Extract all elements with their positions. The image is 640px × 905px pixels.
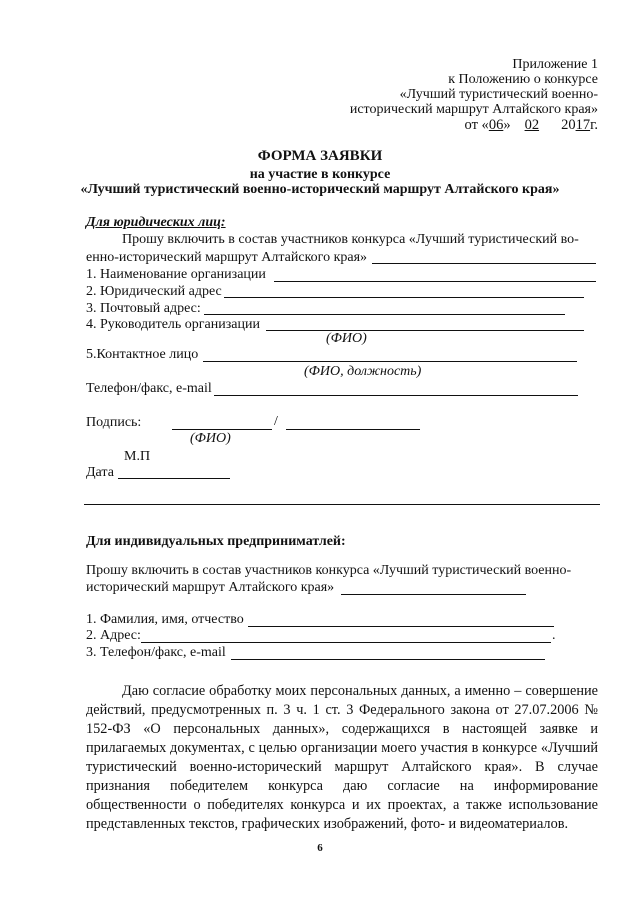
legal-request-line2: енно-исторический маршрут Алтайского края» [86, 250, 368, 265]
date-day: 06 [488, 117, 504, 133]
date-month: 02 [524, 117, 540, 133]
individual-request-line1: Прошу включить в состав участников конкурса «Лучший туристический военно- [86, 563, 572, 578]
contest-name-line1: «Лучший туристический военно- [399, 87, 598, 102]
legal-request-line1: Прошу включить в состав участников конкурса «Лучший туристический во- [122, 232, 579, 247]
legal-field-postal-line[interactable] [204, 314, 565, 315]
legal-date-label: Дата [86, 465, 114, 480]
legal-contact-line[interactable] [203, 361, 577, 362]
section-divider [84, 504, 600, 505]
individual-request-line2: исторический маршрут Алтайского края» [86, 580, 335, 595]
legal-field-head-label: 4. Руководитель организации [86, 317, 260, 332]
legal-field-head-line[interactable] [266, 330, 584, 331]
appendix-date: от «06» 02 2017г. [464, 117, 598, 133]
individual-field-address-end: . [552, 628, 556, 643]
legal-stamp-label: М.П [124, 449, 151, 464]
individual-field-phone-label: 3. Телефон/факс, e-mail [86, 645, 226, 660]
legal-contact-hint: (ФИО, должность) [304, 364, 422, 379]
legal-phone-line[interactable] [214, 395, 578, 396]
legal-signature-name-line[interactable] [286, 429, 420, 430]
legal-field-postal-label: 3. Почтовый адрес: [86, 301, 201, 316]
legal-heading: Для юридических лиц: [86, 215, 226, 230]
legal-fio-hint: (ФИО) [326, 331, 367, 346]
page-number: 6 [317, 842, 323, 854]
legal-signature-line[interactable] [172, 429, 272, 430]
form-title: ФОРМА ЗАЯВКИ [257, 148, 383, 164]
legal-signature-label: Подпись: [86, 415, 142, 430]
form-subtitle-2: «Лучший туристический военно-исторический маршрут Алтайского края» [80, 182, 560, 197]
legal-field-address-label: 2. Юридический адрес [86, 284, 222, 299]
legal-field-name-line[interactable] [274, 281, 596, 282]
consent-paragraph: Даю согласие обработку моих персональных данных, а именно – совершение действий, предусмотренных п. 3 ч. 1 ст. 3 Федерального закона от 27.07.2006 № 152-ФЗ «О персональных данных», содержащихся в настоящей заявке и прилагаемых документах, с целью организации моего участия в конкурсе «Лучший туристический военно-исторический маршрут Алтайского края». В случае признания победителем конкурса даю согласие на информирование общественности о победителях конкурса и их проектах, а также использование представленных текстов, графических изображений, фото- и видеоматериалов. [86, 683, 598, 832]
individual-field-address-label: 2. Адрес: [86, 628, 141, 643]
legal-field-address-line[interactable] [224, 297, 584, 298]
individual-field-address-line[interactable] [141, 642, 551, 643]
form-subtitle-1: на участие в конкурсе [249, 167, 391, 182]
legal-signature-slash: / [274, 414, 278, 429]
individual-field-fio-line[interactable] [248, 626, 554, 627]
appendix-label: Приложение 1 [512, 57, 598, 72]
regulation-label: к Положению о конкурсе [448, 72, 598, 87]
individual-field-phone-line[interactable] [231, 659, 545, 660]
individual-field-fio-label: 1. Фамилия, имя, отчество [86, 612, 244, 627]
legal-field-name-label: 1. Наименование организации [86, 267, 266, 282]
legal-phone-label: Телефон/факс, e-mail [86, 381, 212, 396]
legal-request-blank[interactable] [372, 263, 596, 264]
legal-signature-hint: (ФИО) [190, 431, 231, 446]
legal-contact-label: 5.Контактное лицо [86, 347, 199, 362]
legal-date-line[interactable] [118, 478, 230, 479]
individual-heading: Для индивидуальных предприниматлей: [86, 534, 346, 549]
contest-name-line2: исторический маршрут Алтайского края» [349, 102, 598, 117]
individual-request-blank[interactable] [341, 594, 526, 595]
